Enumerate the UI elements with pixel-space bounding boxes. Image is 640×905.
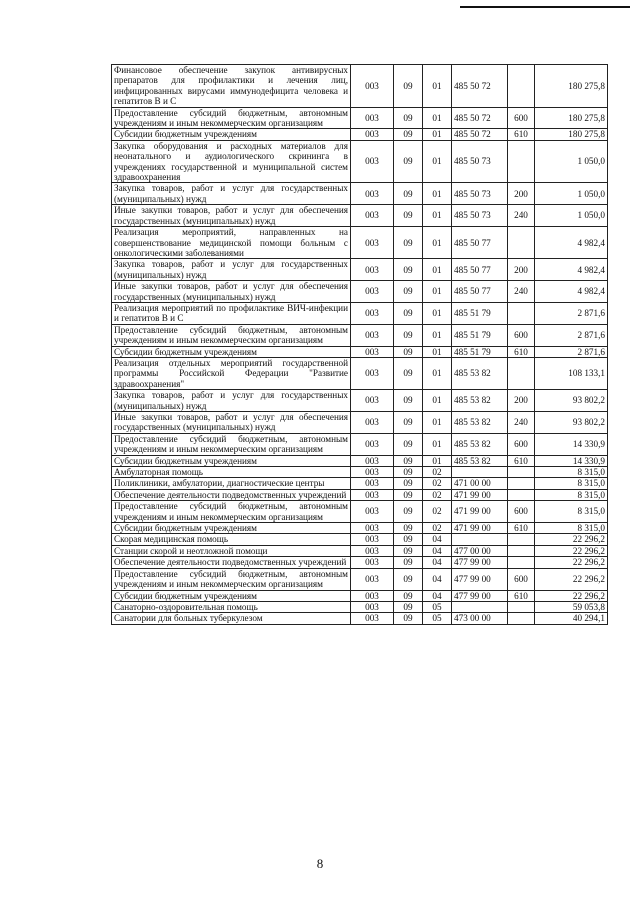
- subsection-code: 01: [423, 390, 452, 412]
- item-name: Закупка товаров, работ и услуг для государственных (муниципальных) нужд: [112, 183, 351, 205]
- subsection-code: 05: [423, 613, 452, 624]
- section-code: 09: [394, 107, 423, 129]
- expense-type-code: [508, 302, 535, 324]
- subsection-code: 01: [423, 129, 452, 140]
- target-article-code: 485 50 72: [452, 107, 508, 129]
- amount: 108 133,1: [535, 357, 608, 389]
- ministry-code: 003: [351, 455, 394, 466]
- ministry-code: 003: [351, 489, 394, 500]
- table-row: [112, 346, 608, 357]
- amount: 4 982,4: [535, 227, 608, 259]
- ministry-code: 003: [351, 357, 394, 389]
- subsection-code: 04: [423, 568, 452, 590]
- section-code: 09: [394, 433, 423, 455]
- ministry-code: 003: [351, 467, 394, 478]
- item-name: Реализация отдельных мероприятий государственной программы Российской Федерации "Развитие здравоохранения": [112, 357, 351, 389]
- expense-type-code: 600: [508, 568, 535, 590]
- section-code: 09: [394, 302, 423, 324]
- item-name: Реализация мероприятий по профилактике ВИЧ-инфекции и гепатитов В и С: [112, 302, 351, 324]
- subsection-code: 01: [423, 107, 452, 129]
- amount: 8 315,0: [535, 523, 608, 534]
- amount: 1 050,0: [535, 183, 608, 205]
- item-name: Реализация мероприятий, направленных на совершенствование медицинской помощи больным с онкологическими заболеваниями: [112, 227, 351, 259]
- section-code: 09: [394, 557, 423, 568]
- expense-type-code: 240: [508, 281, 535, 303]
- table-row: [112, 489, 608, 500]
- expense-type-code: [508, 613, 535, 624]
- section-code: 09: [394, 227, 423, 259]
- subsection-code: 01: [423, 357, 452, 389]
- amount: 22 296,2: [535, 534, 608, 545]
- target-article-code: 485 51 79: [452, 324, 508, 346]
- amount: 40 294,1: [535, 613, 608, 624]
- ministry-code: 003: [351, 281, 394, 303]
- target-article-code: 485 53 82: [452, 455, 508, 466]
- page-number: 8: [316, 856, 324, 871]
- expense-type-code: 600: [508, 324, 535, 346]
- expense-type-code: 610: [508, 455, 535, 466]
- amount: 22 296,2: [535, 557, 608, 568]
- ministry-code: 003: [351, 183, 394, 205]
- expense-type-code: 200: [508, 183, 535, 205]
- section-code: 09: [394, 281, 423, 303]
- item-name: Закупка оборудования и расходных материалов для неонатального и аудиологического скрининга в учреждениях государственной и муниципальной систем здравоохранения: [112, 140, 351, 183]
- expense-type-code: [508, 601, 535, 612]
- amount: 180 275,8: [535, 65, 608, 108]
- section-code: 09: [394, 455, 423, 466]
- item-name: Субсидии бюджетным учреждениям: [112, 346, 351, 357]
- expense-type-code: [508, 489, 535, 500]
- amount: 4 982,4: [535, 259, 608, 281]
- target-article-code: [452, 534, 508, 545]
- table-row: [112, 302, 608, 324]
- subsection-code: 01: [423, 227, 452, 259]
- item-name: Станции скорой и неотложной помощи: [112, 545, 351, 556]
- subsection-code: 04: [423, 590, 452, 601]
- amount: 1 050,0: [535, 140, 608, 183]
- section-code: 09: [394, 412, 423, 434]
- subsection-code: 02: [423, 478, 452, 489]
- amount: 59 053,8: [535, 601, 608, 612]
- table-row: [112, 467, 608, 478]
- expense-type-code: [508, 534, 535, 545]
- table-row: [112, 501, 608, 523]
- target-article-code: 485 50 73: [452, 205, 508, 227]
- target-article-code: 485 50 72: [452, 65, 508, 108]
- table-row: [112, 534, 608, 545]
- expense-type-code: [508, 227, 535, 259]
- amount: 93 802,2: [535, 412, 608, 434]
- item-name: Предоставление субсидий бюджетным, автономным учреждениям и иным некоммерческим организациям: [112, 324, 351, 346]
- table-row: [112, 568, 608, 590]
- item-name: Обеспечение деятельности подведомственных учреждений: [112, 557, 351, 568]
- target-article-code: [452, 601, 508, 612]
- amount: 2 871,6: [535, 324, 608, 346]
- ministry-code: 003: [351, 259, 394, 281]
- item-name: Скорая медицинская помощь: [112, 534, 351, 545]
- ministry-code: 003: [351, 557, 394, 568]
- target-article-code: 485 53 82: [452, 433, 508, 455]
- table-row: [112, 478, 608, 489]
- ministry-code: 003: [351, 412, 394, 434]
- target-article-code: 471 99 00: [452, 489, 508, 500]
- expense-type-code: 610: [508, 129, 535, 140]
- subsection-code: 02: [423, 489, 452, 500]
- amount: 1 050,0: [535, 205, 608, 227]
- budget-table: [111, 64, 608, 625]
- item-name: Финансовое обеспечение закупок антивирусных препаратов для профилактики и лечения лиц, инфицированных вирусами иммунодефицита человека и гепатитов В и С: [112, 65, 351, 108]
- section-code: 09: [394, 590, 423, 601]
- table-row: [112, 590, 608, 601]
- expense-type-code: 610: [508, 523, 535, 534]
- section-code: 09: [394, 568, 423, 590]
- table-row: [112, 140, 608, 183]
- ministry-code: 003: [351, 205, 394, 227]
- amount: 22 296,2: [535, 590, 608, 601]
- item-name: Предоставление субсидий бюджетным, автономным учреждениям и иным некоммерческим организациям: [112, 568, 351, 590]
- subsection-code: 01: [423, 205, 452, 227]
- expense-type-code: 240: [508, 205, 535, 227]
- expense-type-code: [508, 357, 535, 389]
- target-article-code: 485 50 77: [452, 281, 508, 303]
- item-name: Иные закупки товаров, работ и услуг для обеспечения государственных (муниципальных) нужд: [112, 205, 351, 227]
- ministry-code: 003: [351, 107, 394, 129]
- expense-type-code: 200: [508, 259, 535, 281]
- amount: 14 330,9: [535, 433, 608, 455]
- section-code: 09: [394, 205, 423, 227]
- subsection-code: 01: [423, 412, 452, 434]
- table-row: [112, 523, 608, 534]
- section-code: 09: [394, 65, 423, 108]
- target-article-code: 485 51 79: [452, 346, 508, 357]
- target-article-code: 471 99 00: [452, 501, 508, 523]
- amount: 4 982,4: [535, 281, 608, 303]
- ministry-code: 003: [351, 545, 394, 556]
- section-code: 09: [394, 129, 423, 140]
- amount: 8 315,0: [535, 478, 608, 489]
- ministry-code: 003: [351, 346, 394, 357]
- ministry-code: 003: [351, 568, 394, 590]
- table-row: [112, 545, 608, 556]
- amount: 2 871,6: [535, 302, 608, 324]
- amount: 14 330,9: [535, 455, 608, 466]
- target-article-code: 485 51 79: [452, 302, 508, 324]
- ministry-code: 003: [351, 601, 394, 612]
- item-name: Амбулаторная помощь: [112, 467, 351, 478]
- item-name: Закупка товаров, работ и услуг для государственных (муниципальных) нужд: [112, 259, 351, 281]
- amount: 180 275,8: [535, 129, 608, 140]
- target-article-code: 485 50 73: [452, 183, 508, 205]
- item-name: Предоставление субсидий бюджетным, автономным учреждениям и иным некоммерческим организациям: [112, 501, 351, 523]
- subsection-code: 04: [423, 545, 452, 556]
- ministry-code: 003: [351, 65, 394, 108]
- section-code: 09: [394, 601, 423, 612]
- amount: 8 315,0: [535, 467, 608, 478]
- target-article-code: 471 99 00: [452, 523, 508, 534]
- subsection-code: 02: [423, 501, 452, 523]
- amount: 93 802,2: [535, 390, 608, 412]
- expense-type-code: 600: [508, 501, 535, 523]
- section-code: 09: [394, 183, 423, 205]
- ministry-code: 003: [351, 324, 394, 346]
- header-rule: [460, 6, 630, 8]
- target-article-code: 473 00 00: [452, 613, 508, 624]
- subsection-code: 04: [423, 534, 452, 545]
- subsection-code: 01: [423, 183, 452, 205]
- item-name: Предоставление субсидий бюджетным, автономным учреждениям и иным некоммерческим организациям: [112, 107, 351, 129]
- subsection-code: 01: [423, 281, 452, 303]
- table-row: [112, 281, 608, 303]
- table-row: [112, 455, 608, 466]
- ministry-code: 003: [351, 302, 394, 324]
- item-name: Санатории для больных туберкулезом: [112, 613, 351, 624]
- section-code: 09: [394, 523, 423, 534]
- expense-type-code: [508, 557, 535, 568]
- target-article-code: 485 53 82: [452, 412, 508, 434]
- item-name: Субсидии бюджетным учреждениям: [112, 455, 351, 466]
- table-row: [112, 183, 608, 205]
- subsection-code: 01: [423, 65, 452, 108]
- table-body: [112, 65, 608, 625]
- table-row: [112, 205, 608, 227]
- table-row: [112, 412, 608, 434]
- item-name: Предоставление субсидий бюджетным, автономным учреждениям и иным некоммерческим организациям: [112, 433, 351, 455]
- section-code: 09: [394, 501, 423, 523]
- expense-type-code: [508, 65, 535, 108]
- expense-type-code: 610: [508, 346, 535, 357]
- target-article-code: 471 00 00: [452, 478, 508, 489]
- table-row: [112, 107, 608, 129]
- target-article-code: 485 53 82: [452, 357, 508, 389]
- subsection-code: 01: [423, 140, 452, 183]
- table-row: [112, 324, 608, 346]
- table-row: [112, 259, 608, 281]
- ministry-code: 003: [351, 433, 394, 455]
- expense-type-code: 240: [508, 412, 535, 434]
- subsection-code: 02: [423, 467, 452, 478]
- amount: 2 871,6: [535, 346, 608, 357]
- item-name: Субсидии бюджетным учреждениям: [112, 590, 351, 601]
- item-name: Иные закупки товаров, работ и услуг для обеспечения государственных (муниципальных) нужд: [112, 281, 351, 303]
- section-code: 09: [394, 259, 423, 281]
- target-article-code: [452, 467, 508, 478]
- item-name: Субсидии бюджетным учреждениям: [112, 523, 351, 534]
- expense-type-code: [508, 140, 535, 183]
- item-name: Обеспечение деятельности подведомственных учреждений: [112, 489, 351, 500]
- amount: 8 315,0: [535, 489, 608, 500]
- target-article-code: 477 00 00: [452, 545, 508, 556]
- expense-type-code: [508, 545, 535, 556]
- ministry-code: 003: [351, 227, 394, 259]
- target-article-code: 485 50 72: [452, 129, 508, 140]
- subsection-code: 01: [423, 302, 452, 324]
- subsection-code: 01: [423, 346, 452, 357]
- subsection-code: 01: [423, 324, 452, 346]
- item-name: Поликлиники, амбулатории, диагностические центры: [112, 478, 351, 489]
- table-row: [112, 129, 608, 140]
- ministry-code: 003: [351, 523, 394, 534]
- target-article-code: 485 50 73: [452, 140, 508, 183]
- section-code: 09: [394, 489, 423, 500]
- subsection-code: 01: [423, 455, 452, 466]
- item-name: Субсидии бюджетным учреждениям: [112, 129, 351, 140]
- subsection-code: 01: [423, 259, 452, 281]
- table-row: [112, 357, 608, 389]
- expense-type-code: [508, 467, 535, 478]
- subsection-code: 02: [423, 523, 452, 534]
- ministry-code: 003: [351, 501, 394, 523]
- amount: 180 275,8: [535, 107, 608, 129]
- target-article-code: 477 99 00: [452, 590, 508, 601]
- target-article-code: 477 99 00: [452, 568, 508, 590]
- section-code: 09: [394, 613, 423, 624]
- item-name: Иные закупки товаров, работ и услуг для обеспечения государственных (муниципальных) нужд: [112, 412, 351, 434]
- ministry-code: 003: [351, 613, 394, 624]
- ministry-code: 003: [351, 590, 394, 601]
- expense-type-code: 610: [508, 590, 535, 601]
- subsection-code: 04: [423, 557, 452, 568]
- ministry-code: 003: [351, 478, 394, 489]
- section-code: 09: [394, 467, 423, 478]
- ministry-code: 003: [351, 129, 394, 140]
- table-row: [112, 65, 608, 108]
- target-article-code: 477 99 00: [452, 557, 508, 568]
- target-article-code: 485 50 77: [452, 227, 508, 259]
- subsection-code: 05: [423, 601, 452, 612]
- expense-type-code: 600: [508, 433, 535, 455]
- ministry-code: 003: [351, 140, 394, 183]
- table-row: [112, 601, 608, 612]
- item-name: Санаторно-оздоровительная помощь: [112, 601, 351, 612]
- section-code: 09: [394, 545, 423, 556]
- section-code: 09: [394, 357, 423, 389]
- section-code: 09: [394, 140, 423, 183]
- section-code: 09: [394, 534, 423, 545]
- amount: 22 296,2: [535, 568, 608, 590]
- section-code: 09: [394, 346, 423, 357]
- ministry-code: 003: [351, 534, 394, 545]
- section-code: 09: [394, 324, 423, 346]
- table-row: [112, 613, 608, 624]
- section-code: 09: [394, 478, 423, 489]
- expense-type-code: [508, 478, 535, 489]
- amount: 8 315,0: [535, 501, 608, 523]
- table-row: [112, 433, 608, 455]
- target-article-code: 485 53 82: [452, 390, 508, 412]
- table-row: [112, 557, 608, 568]
- table-row: [112, 390, 608, 412]
- amount: 22 296,2: [535, 545, 608, 556]
- section-code: 09: [394, 390, 423, 412]
- subsection-code: 01: [423, 433, 452, 455]
- item-name: Закупка товаров, работ и услуг для государственных (муниципальных) нужд: [112, 390, 351, 412]
- expense-type-code: 200: [508, 390, 535, 412]
- table-row: [112, 227, 608, 259]
- expense-type-code: 600: [508, 107, 535, 129]
- ministry-code: 003: [351, 390, 394, 412]
- target-article-code: 485 50 77: [452, 259, 508, 281]
